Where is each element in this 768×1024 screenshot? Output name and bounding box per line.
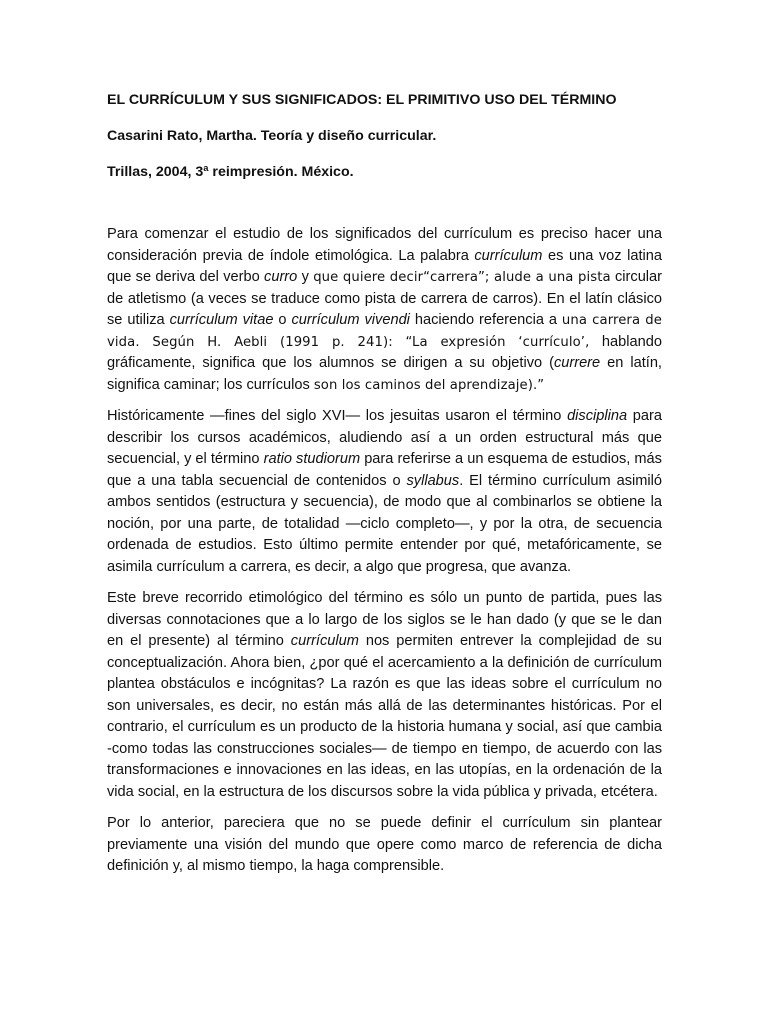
text-run-alt: son los caminos del aprendizaje).”: [313, 377, 545, 393]
text-run: en latín, significa caminar; los currículos: [107, 355, 662, 393]
text-run-alt: una carrera de vida. Según H. Aebli (1991 p. 241): “La expresión ‘currículo’,: [107, 313, 662, 350]
text-run: para describir los cursos académicos, aludiendo así a un orden estructural más que secuencial, y el término: [107, 408, 662, 467]
text-run: circular de atletismo (a veces se traduce como pista de carrera de carros). En el latín clásico se utiliza: [107, 269, 663, 328]
text-run: para referirse a un esquema de estudios, más que a una tabla secuencial de contenidos o: [107, 451, 662, 489]
italic-term: syllabus: [406, 472, 460, 489]
paragraph-2: [107, 406, 662, 578]
text-run: es una voz latina que se deriva del verbo: [107, 247, 662, 285]
text-run-alt: que quiere decir“carrera”; alude a una pista: [313, 270, 611, 285]
text-run: Este breve recorrido etimológico del término es sólo un punto de partida, pues las diversas connotaciones que a lo largo de los siglos se le han dado (y que se le dan en el presente) al término: [107, 590, 662, 649]
text-run: y: [297, 269, 314, 285]
text-run: hablando gráficamente, significa que los alumnos se dirigen a su objetivo (: [107, 333, 662, 371]
italic-term: currículum vivendi: [291, 312, 410, 328]
text-run: Por lo anterior, pareciera que no se puede definir el currículum sin plantear previamente una visión del mundo que opere como marco de referencia de dicha definición y, al mismo tiempo, la haga comprensible.: [107, 815, 662, 874]
italic-term: currículum vitae: [169, 312, 274, 328]
document-title: EL CURRÍCULUM Y SUS SIGNIFICADOS: EL PRIMITIVO USO DEL TÉRMINO: [107, 92, 617, 108]
text-run: haciendo referencia a: [409, 312, 562, 328]
paragraph-3: [107, 588, 662, 803]
italic-term: ratio studiorum: [263, 451, 361, 467]
italic-term: currículum: [290, 633, 359, 649]
document-page: [107, 90, 662, 878]
italic-term: currículum: [474, 247, 543, 264]
text-run: nos permiten entrever la complejidad de su conceptualización. Ahora bien, ¿por qué el acercamiento a la definición de currículum plantea obstáculos e incógnitas? La razón es que las ideas sobre el currículum no son universales, es decir, no están más allá de las determinantes históricas. Por el contrario, el currículum es un producto de la historia humana y social, así que cambia -como todas las construcciones sociales— de tiempo en tiempo, de acuerdo con las transformaciones e innovaciones en las ideas, en las utopías, en la ordenación de la vida social, en la estructura de los discursos sobre la vida pública y privada, etcétera.: [107, 633, 662, 800]
text-run: . El término currículum asimiló ambos sentidos (estructura y secuencia), de modo que al combinarlos se obtiene la noción, por una parte, de totalidad —ciclo completo—, y por la otra, de secuencia ordenada de estudios. Esto último permite entender por qué, metafóricamente, se asimila currículum a carrera, es decir, a algo que progresa, que avanza.: [107, 472, 662, 575]
publisher-line: Trillas, 2004, 3ª reimpresión. México.: [107, 164, 354, 180]
italic-term: curro: [264, 269, 298, 285]
text-run: Para comenzar el estudio de los significados del currículum es preciso hacer una consideración previa de índole etimológica. La palabra: [107, 226, 662, 264]
text-run: o: [273, 312, 292, 328]
text-run: Históricamente —fines del siglo XVI— los jesuitas usaron el término: [107, 408, 568, 424]
italic-term: currere: [553, 355, 601, 371]
author-line: Casarini Rato, Martha. Teoría y diseño curricular.: [107, 128, 437, 144]
paragraph-4: [107, 813, 662, 878]
italic-term: disciplina: [567, 408, 628, 424]
paragraph-1: [107, 224, 662, 396]
